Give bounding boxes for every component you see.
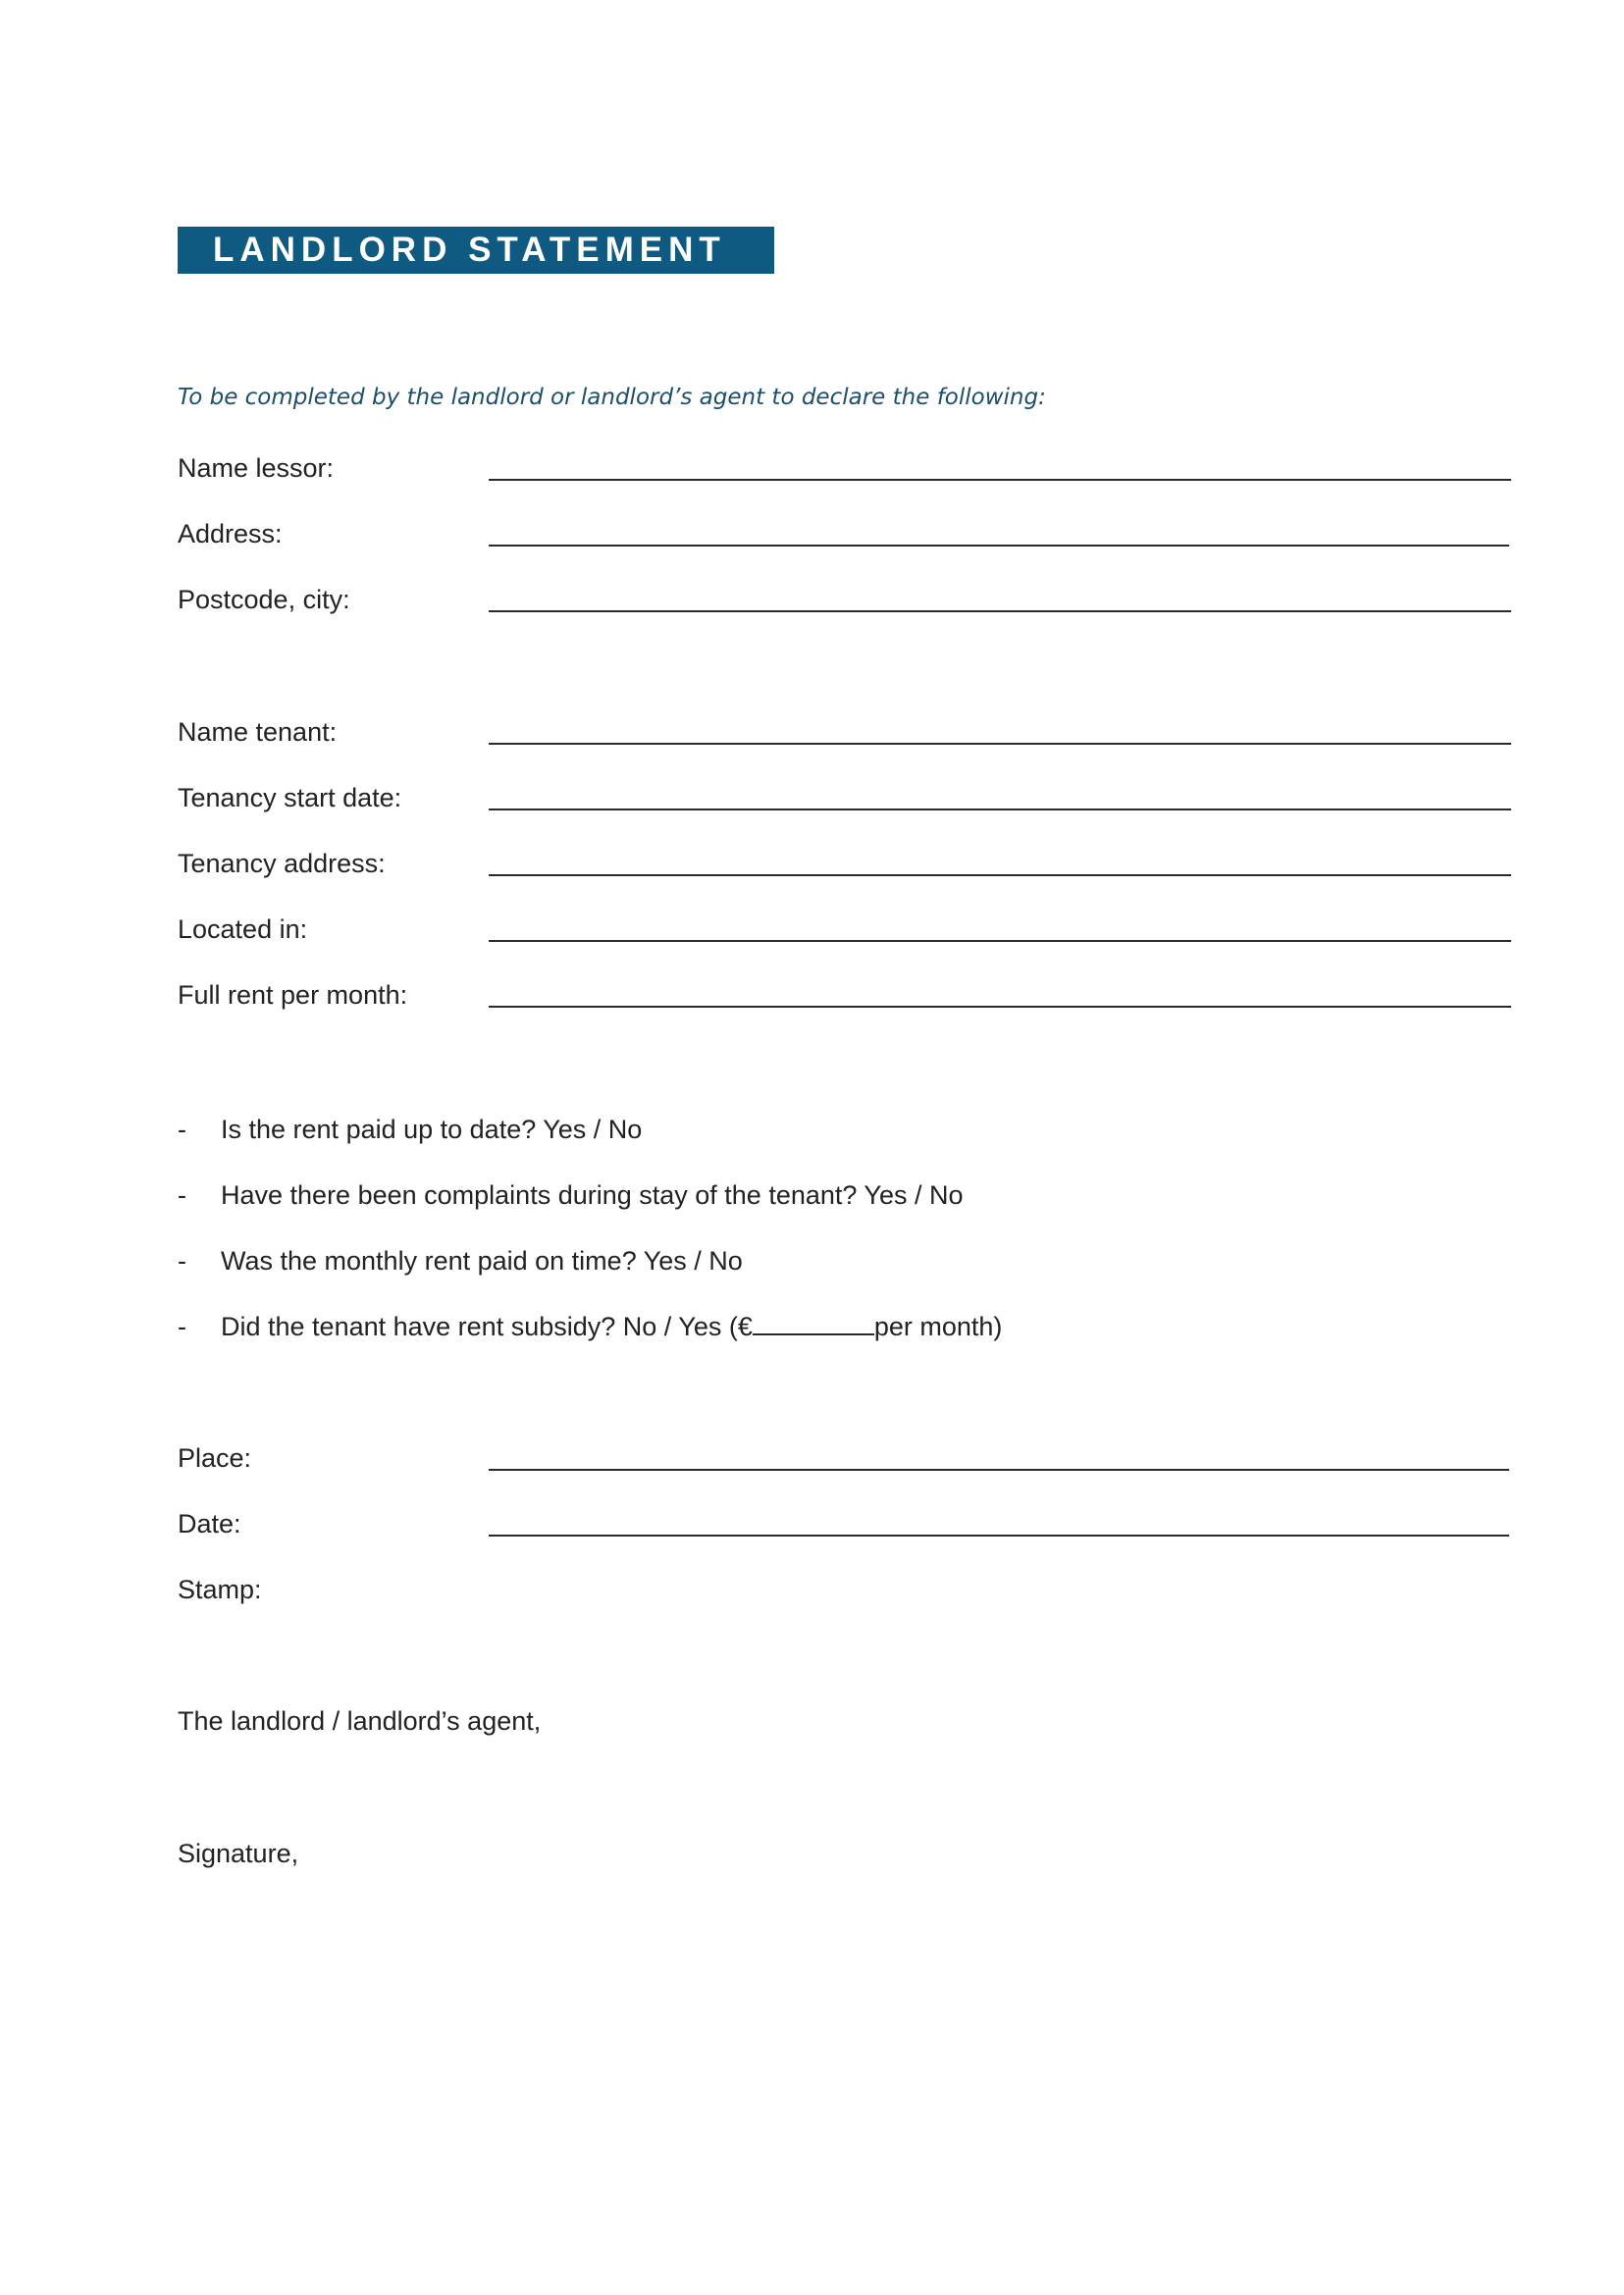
page-title: LANDLORD STATEMENT <box>178 227 774 274</box>
postcode-city-label: Postcode, city: <box>178 585 350 614</box>
tenancy-address-field[interactable] <box>489 874 1511 876</box>
place-label: Place: <box>178 1443 252 1473</box>
name-tenant-label: Name tenant: <box>178 717 338 747</box>
date-field[interactable] <box>489 1535 1509 1537</box>
question-rent-subsidy-suffix: per month) <box>873 1312 1003 1341</box>
located-in-field[interactable] <box>489 940 1511 942</box>
question-rent-on-time: Was the monthly rent paid on time? Yes / No <box>221 1246 743 1276</box>
question-bullet: - <box>178 1115 186 1144</box>
question-rent-subsidy-text: Did the tenant have rent subsidy? No / Yes (€ <box>221 1312 753 1341</box>
question-bullet: - <box>178 1246 186 1276</box>
question-complaints: Have there been complaints during stay of the tenant? Yes / No <box>221 1180 964 1210</box>
question-bullet: - <box>178 1180 186 1210</box>
address-field[interactable] <box>489 545 1509 547</box>
question-bullet: - <box>178 1312 186 1341</box>
rent-subsidy-amount-field[interactable] <box>753 1312 874 1335</box>
intro-text: To be completed by the landlord or landlord’s agent to declare the following: <box>178 385 1046 410</box>
postcode-city-field[interactable] <box>489 610 1511 612</box>
tenancy-address-label: Tenancy address: <box>178 849 386 878</box>
tenancy-start-date-label: Tenancy start date: <box>178 783 402 812</box>
date-label: Date: <box>178 1509 241 1539</box>
question-rent-subsidy <box>221 1310 1002 1343</box>
place-field[interactable] <box>489 1469 1509 1471</box>
name-lessor-field[interactable] <box>489 479 1511 481</box>
name-lessor-label: Name lessor: <box>178 453 335 483</box>
address-label: Address: <box>178 519 283 548</box>
name-tenant-field[interactable] <box>489 743 1511 745</box>
full-rent-field[interactable] <box>489 1006 1511 1008</box>
full-rent-label: Full rent per month: <box>178 980 408 1010</box>
stamp-label: Stamp: <box>178 1575 262 1604</box>
signature-label: Signature, <box>178 1839 299 1868</box>
signoff-text: The landlord / landlord’s agent, <box>178 1706 542 1736</box>
tenancy-start-date-field[interactable] <box>489 808 1511 810</box>
located-in-label: Located in: <box>178 914 308 944</box>
question-rent-up-to-date: Is the rent paid up to date? Yes / No <box>221 1115 643 1144</box>
